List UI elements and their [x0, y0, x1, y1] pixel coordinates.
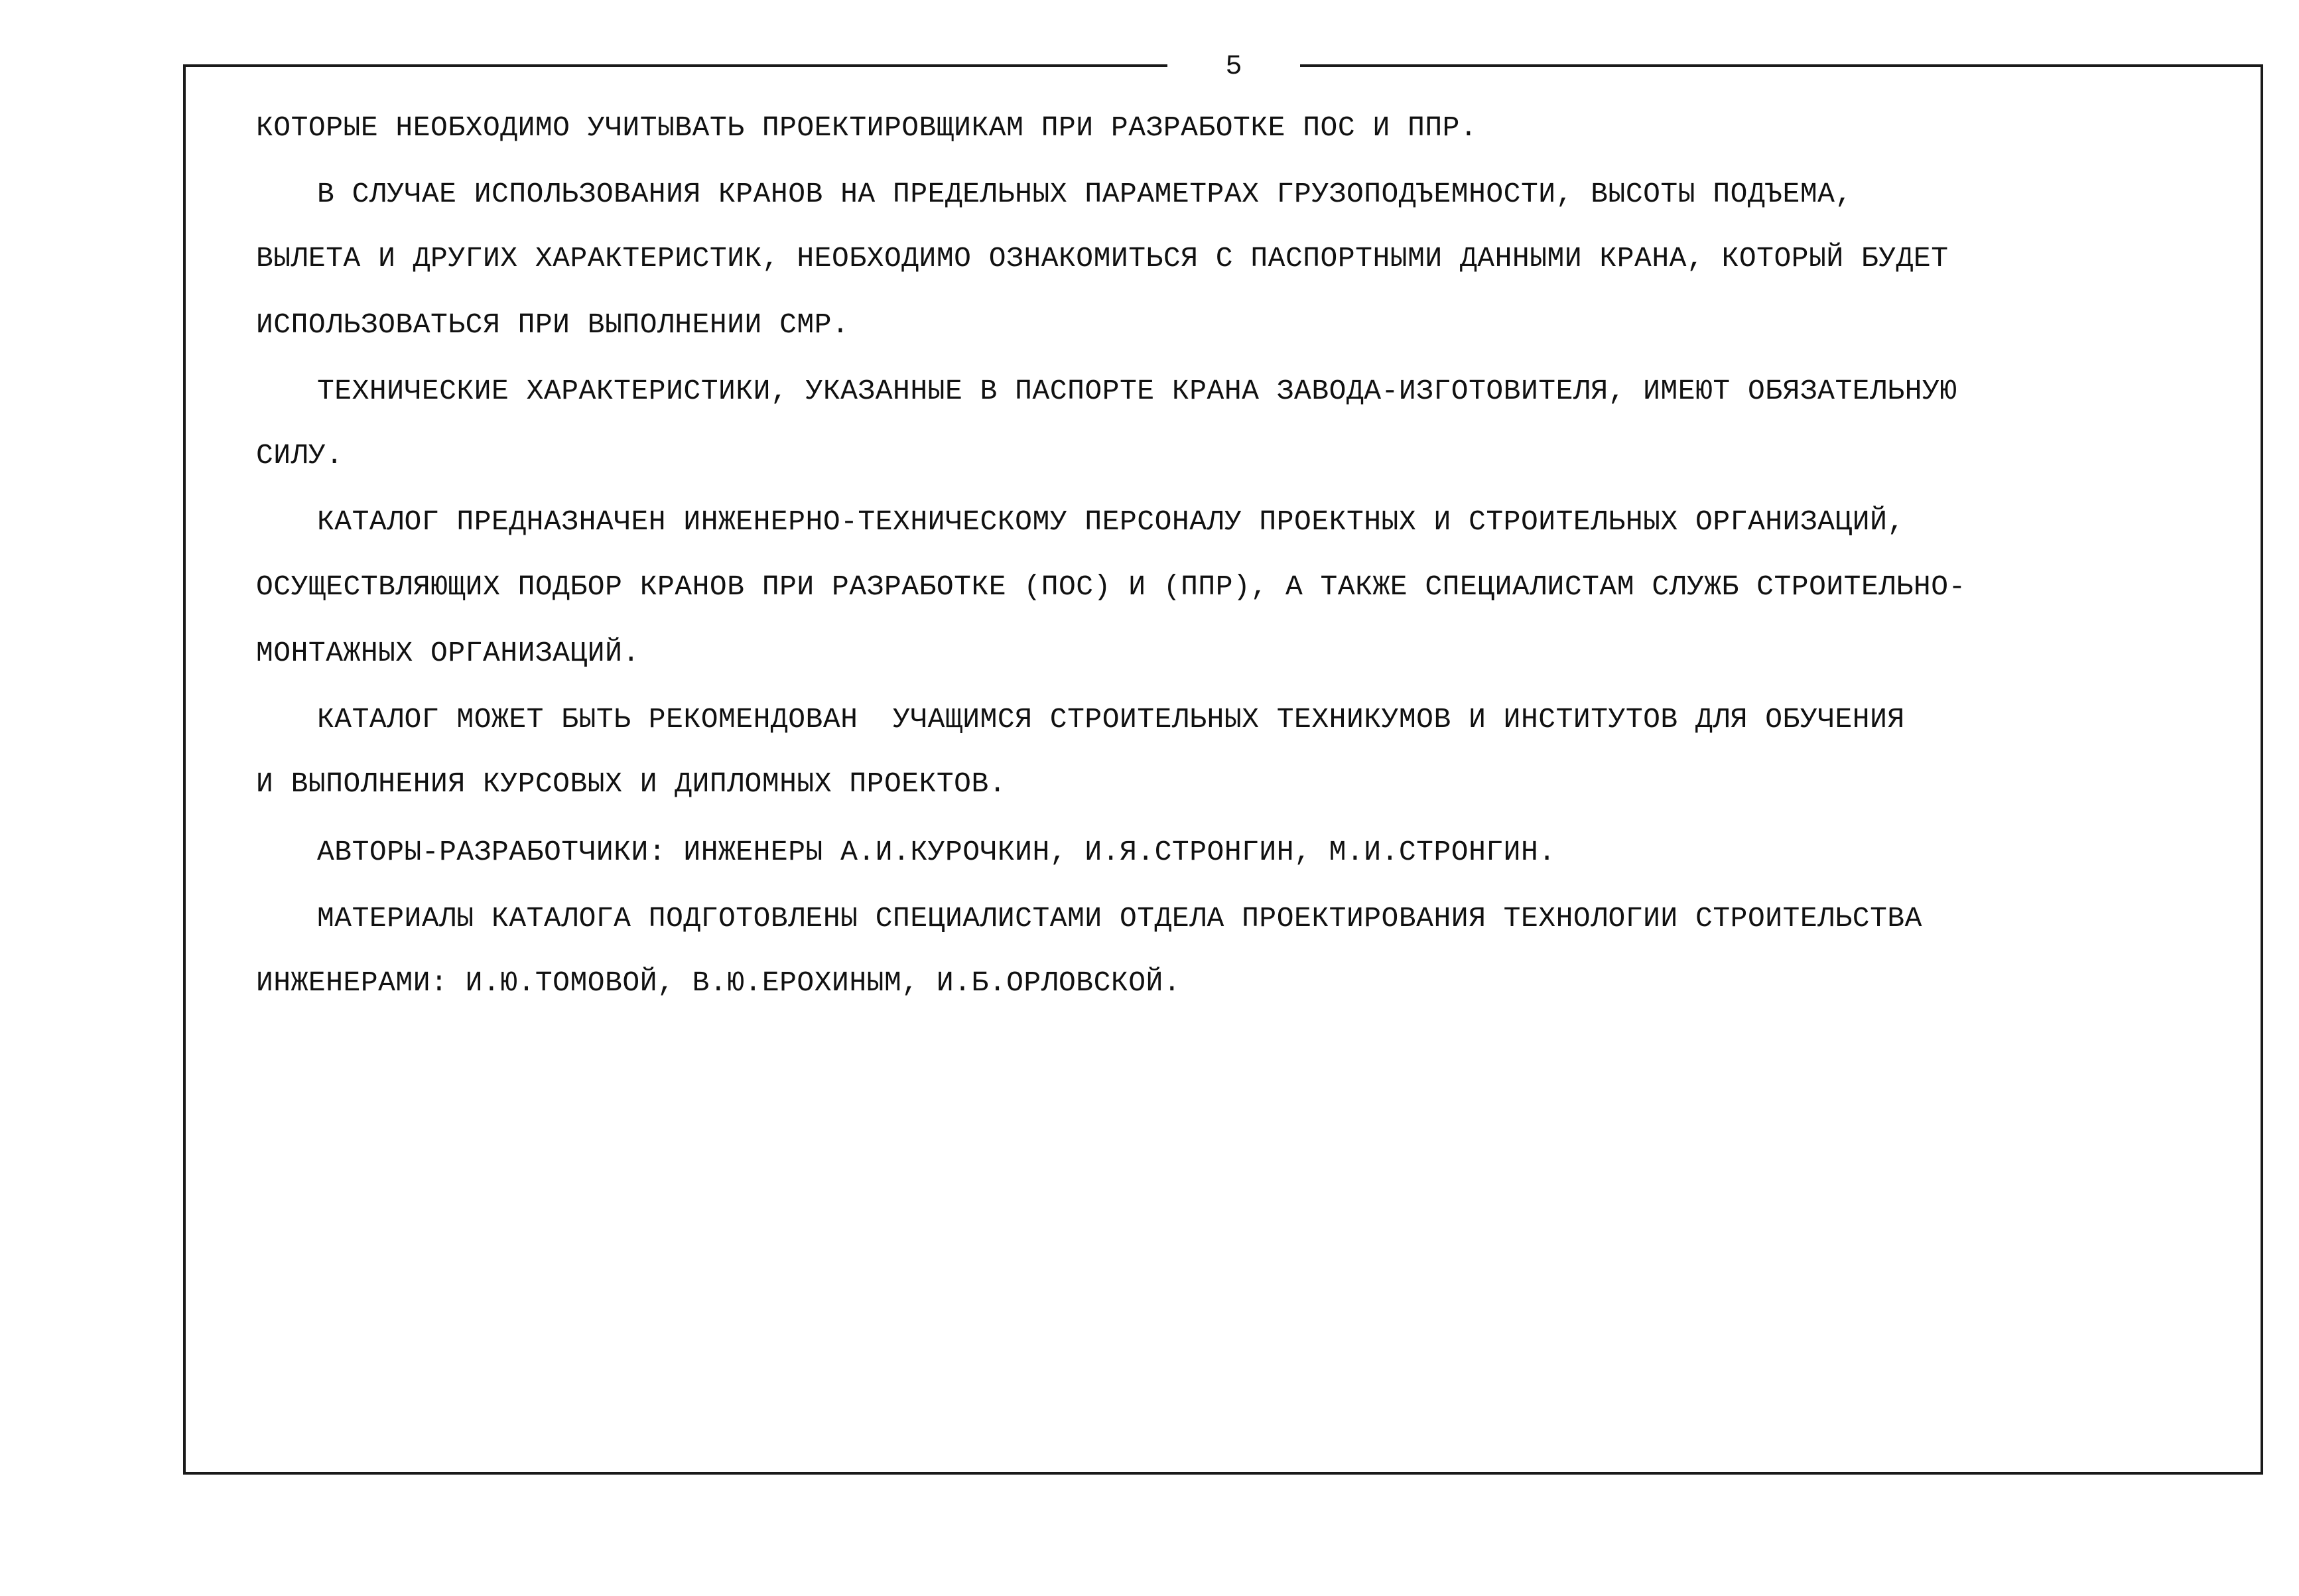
text-line: И ВЫПОЛНЕНИЯ КУРСОВЫХ И ДИПЛОМНЫХ ПРОЕКТОВ.	[256, 767, 1007, 800]
text-line: МАТЕРИАЛЫ КАТАЛОГА ПОДГОТОВЛЕНЫ СПЕЦИАЛИСТАМИ ОТДЕЛА ПРОЕКТИРОВАНИЯ ТЕХНОЛОГИИ СТРОИТЕЛЬСТВА	[317, 902, 1922, 935]
text-line: ТЕХНИЧЕСКИЕ ХАРАКТЕРИСТИКИ, УКАЗАННЫЕ В ПАСПОРТЕ КРАНА ЗАВОДА-ИЗГОТОВИТЕЛЯ, ИМЕЮТ ОБЯЗАТЕЛЬНУЮ	[317, 375, 1957, 407]
text-line: ИСПОЛЬЗОВАТЬСЯ ПРИ ВЫПОЛНЕНИИ СМР.	[256, 308, 850, 341]
text-line: МОНТАЖНЫХ ОРГАНИЗАЦИЙ.	[256, 637, 640, 669]
text-line: ВЫЛЕТА И ДРУГИХ ХАРАКТЕРИСТИК, НЕОБХОДИМО ОЗНАКОМИТЬСЯ С ПАСПОРТНЫМИ ДАННЫМИ КРАНА, КОТОРЫЙ БУДЕТ	[256, 242, 1949, 275]
text-line: КАТАЛОГ МОЖЕТ БЫТЬ РЕКОМЕНДОВАН УЧАЩИМСЯ СТРОИТЕЛЬНЫХ ТЕХНИКУМОВ И ИНСТИТУТОВ ДЛЯ ОБУЧЕНИЯ	[317, 703, 1905, 736]
page-number: 5	[1167, 46, 1300, 86]
text-line: СИЛУ.	[256, 439, 344, 472]
text-line: В СЛУЧАЕ ИСПОЛЬЗОВАНИЯ КРАНОВ НА ПРЕДЕЛЬНЫХ ПАРАМЕТРАХ ГРУЗОПОДЪЕМНОСТИ, ВЫСОТЫ ПОДЪЕМА,	[317, 178, 1853, 210]
text-line: ИНЖЕНЕРАМИ: И.Ю.ТОМОВОЙ, В.Ю.ЕРОХИНЫМ, И.Б.ОРЛОВСКОЙ.	[256, 966, 1181, 999]
text-line: КОТОРЫЕ НЕОБХОДИМО УЧИТЫВАТЬ ПРОЕКТИРОВЩИКАМ ПРИ РАЗРАБОТКЕ ПОС И ППР.	[256, 111, 1478, 144]
text-line: ОСУЩЕСТВЛЯЮЩИХ ПОДБОР КРАНОВ ПРИ РАЗРАБОТКЕ (ПОС) И (ППР), А ТАКЖЕ СПЕЦИАЛИСТАМ СЛУЖБ СТРОИТЕЛЬНО-	[256, 570, 1966, 603]
text-line: АВТОРЫ-РАЗРАБОТЧИКИ: ИНЖЕНЕРЫ А.И.КУРОЧКИН, И.Я.СТРОНГИН, М.И.СТРОНГИН.	[317, 836, 1556, 868]
text-line: КАТАЛОГ ПРЕДНАЗНАЧЕН ИНЖЕНЕРНО-ТЕХНИЧЕСКОМУ ПЕРСОНАЛУ ПРОЕКТНЫХ И СТРОИТЕЛЬНЫХ ОРГАНИЗАЦИЙ,	[317, 505, 1905, 538]
